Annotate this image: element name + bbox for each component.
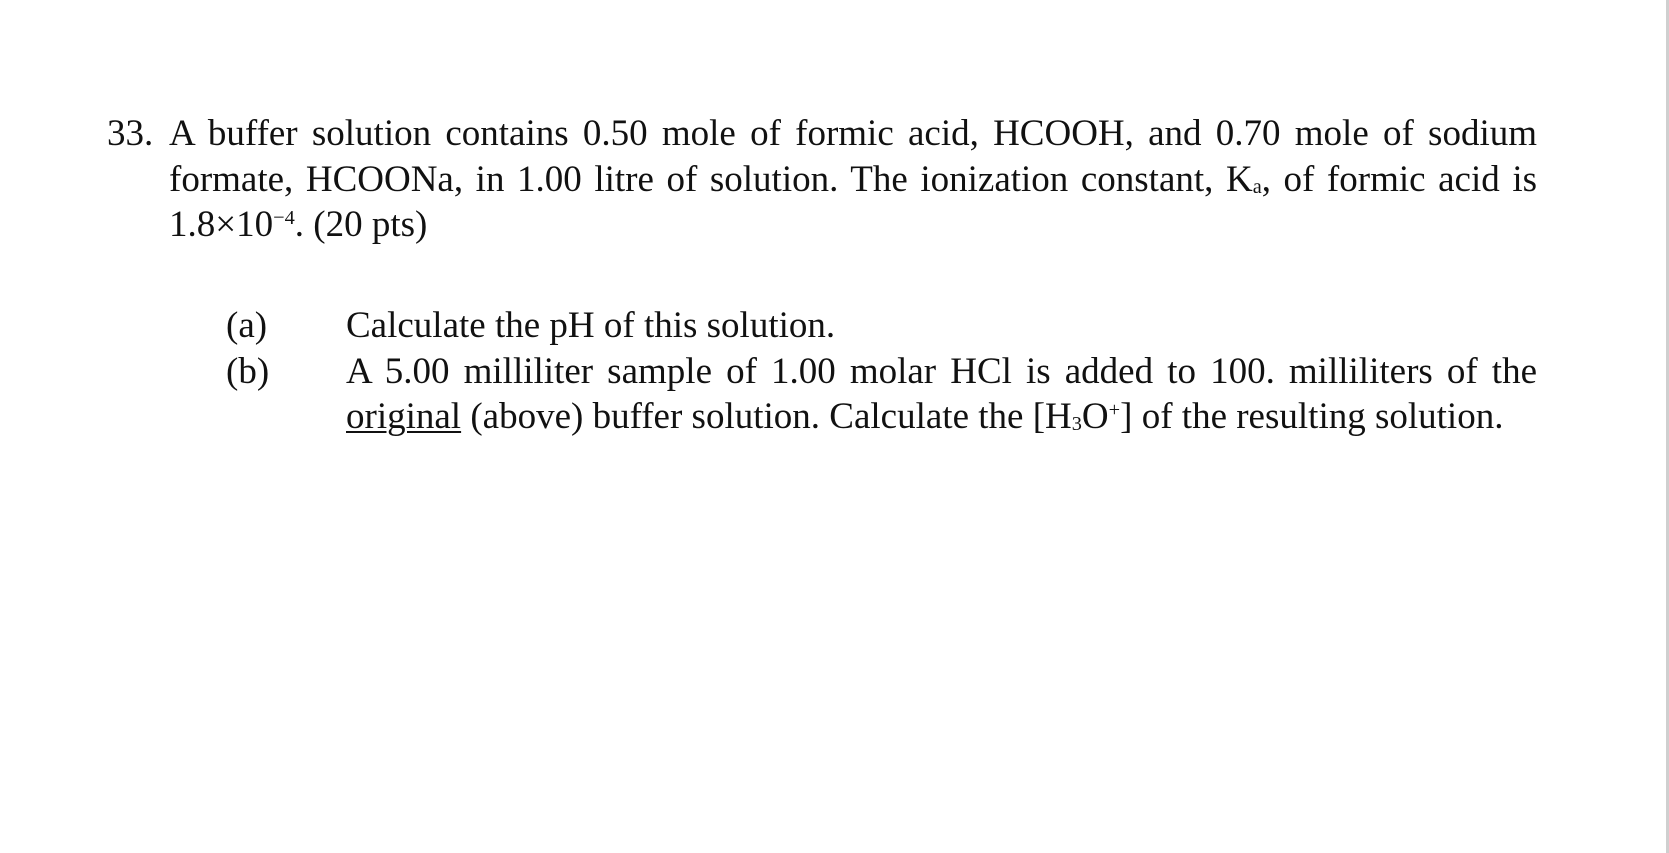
exponent: −4 [273,206,295,229]
question-stem [169,111,1537,248]
question-33 [107,111,1537,248]
part-b-text-2: (above) buffer solution. Calculate the [H [461,396,1072,437]
stem-text-2: , of formic acid is 1.8×10 [169,158,1537,245]
stem-text-1: A buffer solution contains 0.50 mole of formic acid, HCOOH, and 0.70 mole of sodium formate, HCOONa, in 1.00 litre of solution. The ionization constant, K [169,113,1537,200]
question-parts [226,303,1537,440]
underlined-original: original [346,396,462,437]
part-b-label: (b) [226,350,270,392]
part-a [226,303,1537,349]
question-number: 33. [107,113,154,154]
question-row [107,111,1537,248]
stem-text-3: . (20 pts) [294,204,428,245]
ka-subscript: a [1252,175,1262,198]
part-b-text [346,349,1537,440]
part-b-text-3: ] of the resulting solution. [1120,396,1504,437]
part-b-text-1: A 5.00 milliliter sample of 1.00 molar HCl is added to 100. milliliters of the [346,350,1537,392]
h3o-subscript: 3 [1071,413,1082,436]
part-a-label: (a) [226,305,268,346]
h3o-oxygen: O [1081,396,1109,437]
part-a-text: Calculate the pH of this solution. [346,305,836,346]
h3o-superscript: + [1108,398,1121,421]
part-b [226,349,1537,440]
